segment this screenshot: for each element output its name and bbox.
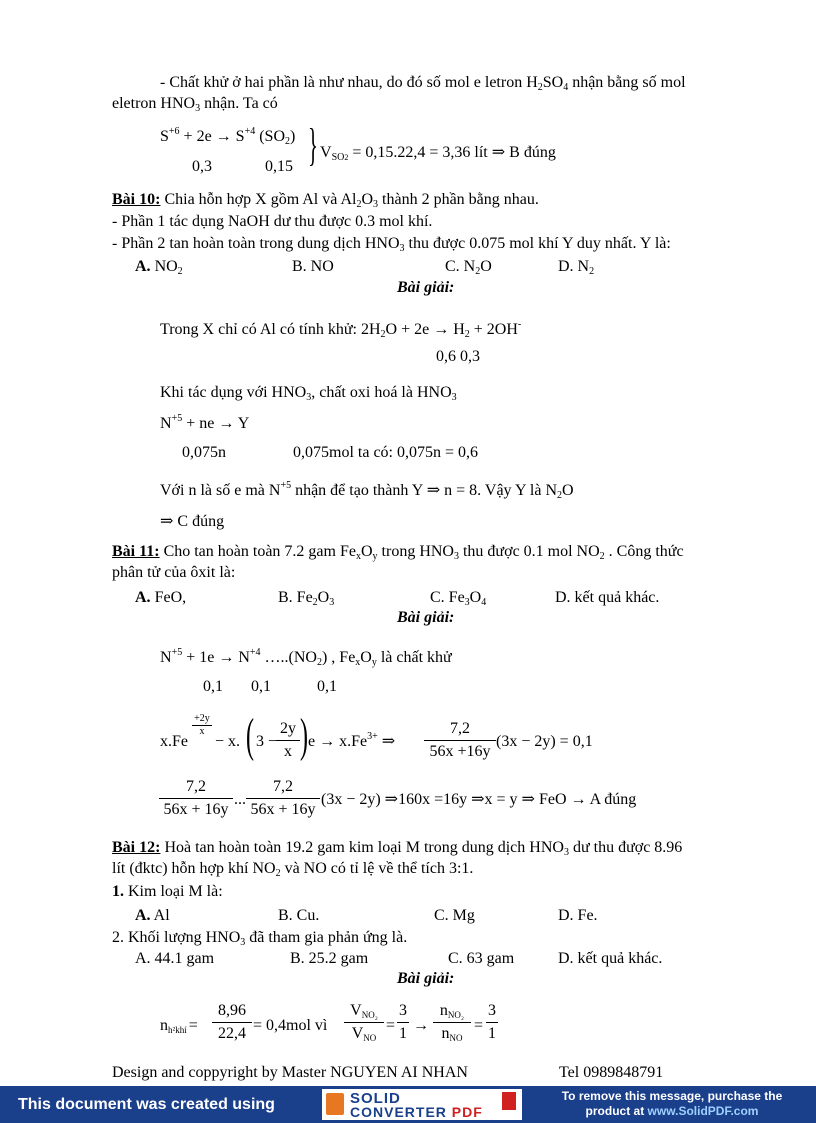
bai12-q2-option-d: D. kết quả khác. <box>558 950 663 967</box>
banner-remove-message <box>532 1089 812 1119</box>
bai12-question-1: 1. Kim loại M là: <box>112 883 223 900</box>
close-paren-symbol: ) <box>300 709 308 762</box>
solidpdf-banner <box>0 1086 816 1123</box>
bai11-sol-n3: 0,1 <box>317 678 337 695</box>
logo-text-bottom: CONVERTER PDF <box>350 1104 483 1120</box>
bai11-f1-e: $e \to x.Fe^{3+}$ ⇒ <box>308 731 396 750</box>
bai12-title: Bài 12: Hoà tan hoàn toàn 19.2 gam kim loại M trong dung dịch $HNO_3$ dư thu được 8.96 <box>112 839 683 858</box>
bai11-sol-line-1: $N^{+5} + 1e \to N^{+4}$ $\dots..(NO_2)$ , $Fe_xO_y$ là chất khử <box>160 647 452 668</box>
solid-converter-logo[interactable] <box>322 1089 522 1120</box>
bai10-option-a: A. $NO_2$ <box>135 258 183 277</box>
bai11-option-d: D. kết quả khác. <box>555 589 660 606</box>
bai12-q1-option-d: D. Fe. <box>558 907 598 924</box>
bai12-question-2: 2. Khối lượng $HNO_3$ đã tham gia phản ứng là. <box>112 929 408 948</box>
copyright-text: Design and coppyright by Master NGUYEN AI NHAN <box>112 1064 468 1081</box>
bai11-title: Bài 11: Cho tan hoàn toàn 7.2 gam $Fe_xO_y$ trong $HNO_3$ thu được 0.1 mol $NO_2$ . Công thức <box>112 543 684 562</box>
bai11-f1-rhs: (3x − 2y) = 0,1 <box>496 733 593 750</box>
intro-equation-top: $S^{+6} + 2e \to S^{+4}$ $(SO_2)$ <box>160 126 296 147</box>
bai11-f1-frac2: 7,2 56x +16y <box>424 718 496 763</box>
bai11-f1-minus: − x. <box>215 733 241 750</box>
bai12-frac-3-1: 3 1 <box>399 1002 407 1042</box>
bai10-sol-line-3: Khi tác dụng với $HNO_3$, chất oxi hoá là $HNO_3$ <box>160 384 457 403</box>
solidpdf-link[interactable]: www.SolidPDF.com <box>647 1104 759 1118</box>
remove-line-1: To remove this message, purchase the <box>561 1089 783 1103</box>
bai11-f2-rhs: (3x − 2y) ⇒160x =16y ⇒x = y ⇒ FeO → A đúng <box>321 791 637 808</box>
intro-eq-n1: 0,3 <box>192 158 212 175</box>
banner-created-text: This document was created using <box>18 1096 275 1113</box>
bai11-f1-frac: 2y x <box>276 718 300 763</box>
bai11-f2-dots: ... <box>234 791 246 808</box>
bai12-q2-option-c: C. 63 gam <box>448 950 515 967</box>
remove-line-2: product at www.SolidPDF.com <box>585 1104 759 1118</box>
bai12-q1-option-b: B. Cu. <box>278 907 320 924</box>
bai10-sol-line-1: Trong X chỉ có Al có tính khử: $2H_2O + 2e \to H_2 + 2OH^-$ <box>160 319 522 340</box>
bai10-part2: - Phần 2 tan hoàn toàn trong dung dịch $HNO_3$ thu được 0.075 mol khí Y duy nhất. Y là: <box>112 235 671 254</box>
bai11-sol-n2: 0,1 <box>251 678 271 695</box>
bai10-part1: - Phần 1 tác dụng NaOH dư thu được 0.3 mol khí. <box>112 213 433 230</box>
bai12-line-2: lít (đktc) hỗn hợp khí $NO_2$ và NO có tỉ lệ về thể tích 3:1. <box>112 860 474 879</box>
bai12-q1-option-c: C. Mg <box>434 907 475 924</box>
bai12-eq3: = <box>474 1017 484 1034</box>
bai12-eq1-rhs: = 0,4mol vì <box>253 1017 328 1034</box>
bai10-sol-line-5a: 0,075n <box>182 444 226 461</box>
bai12-frac-moles: $n_{NO_2}$ $n_{NO}$ <box>433 1000 471 1045</box>
bai11-f1-exponent: +2y x <box>192 713 212 738</box>
bai10-option-d: D. $N_2$ <box>558 258 595 277</box>
bai12-q2-option-a: A. 44.1 gam <box>135 950 215 967</box>
bai10-solution-title: Bài giải: <box>397 279 455 296</box>
bai11-sol-n1: 0,1 <box>203 678 223 695</box>
bai11-f1-left: x.Fe <box>160 733 188 750</box>
intro-line-1: - Chất khử ở hai phần là như nhau, do đó số mol e letron $H_2SO_4$ nhận bằng số mol <box>160 74 686 93</box>
bai12-frac-volume: $V_{NO_2}$ $V_{NO}$ <box>344 1000 384 1045</box>
bai12-n-left: $n_{h^2khí}$ = <box>160 1017 198 1035</box>
pdf-file-icon <box>502 1092 516 1110</box>
bai12-solution-title: Bài giải: <box>397 970 455 987</box>
bai10-option-c: C. $N_2O$ <box>445 258 492 277</box>
bai10-sol-line-2: 0,6 0,3 <box>436 348 480 365</box>
telephone-text: Tel 0989848791 <box>559 1064 664 1081</box>
bai11-f2-frac1: 7,2 56x + 16y <box>159 776 233 821</box>
open-paren-symbol: ( <box>246 709 254 762</box>
logo-text-top: SOLID <box>350 1090 401 1107</box>
bai10-sol-line-5b: 0,075mol ta có: 0,075n = 0,6 <box>293 444 479 461</box>
bai12-q2-option-b: B. 25.2 gam <box>290 950 369 967</box>
bai12-arrow: → <box>413 1017 429 1034</box>
bai10-sol-line-4: $N^{+5}$ + ne → Y <box>160 413 250 432</box>
bai11-option-a: A. FeO, <box>135 589 187 606</box>
brace-symbol: } <box>308 119 318 170</box>
intro-line-2: eletron $HNO_3$ nhận. Ta có <box>112 95 278 114</box>
bai11-option-b: B. $Fe_2O_3$ <box>278 589 335 608</box>
bai11-line-2: phân tử của ôxit là: <box>112 564 236 581</box>
bai12-q1-option-a: A. Al <box>135 907 170 924</box>
bai10-title: Bài 10: Chia hỗn hợp X gồm Al và $Al_2O_3$ thành 2 phần bằng nhau. <box>112 191 539 210</box>
bai11-option-c: C. $Fe_3O_4$ <box>430 589 487 608</box>
intro-equation-result: $V_{SO2} = 0,15.22,4 = 3,36$ lít ⇒ B đúng <box>320 144 556 163</box>
bai10-sol-line-6: Với n là số e mà $N^{+5}$ nhận để tạo thành Y ⇒ n = 8. Vậy Y là $N_2O$ <box>160 480 574 501</box>
bai12-frac-3-1-b: 3 1 <box>488 1002 496 1042</box>
bai10-option-b: B. NO <box>292 258 334 275</box>
bai11-f2-frac2: 7,2 56x + 16y <box>246 776 320 821</box>
intro-eq-n2: 0,15 <box>265 158 293 175</box>
bai12-frac-8-96: 8,96 22,4 <box>212 1000 252 1045</box>
solid-logo-icon <box>326 1093 344 1115</box>
bai10-answer: ⇒ C đúng <box>160 513 225 530</box>
bai11-solution-title: Bài giải: <box>397 609 455 626</box>
bai11-f1-three: 3 − <box>256 733 278 750</box>
bai12-eq2: = <box>386 1017 396 1034</box>
